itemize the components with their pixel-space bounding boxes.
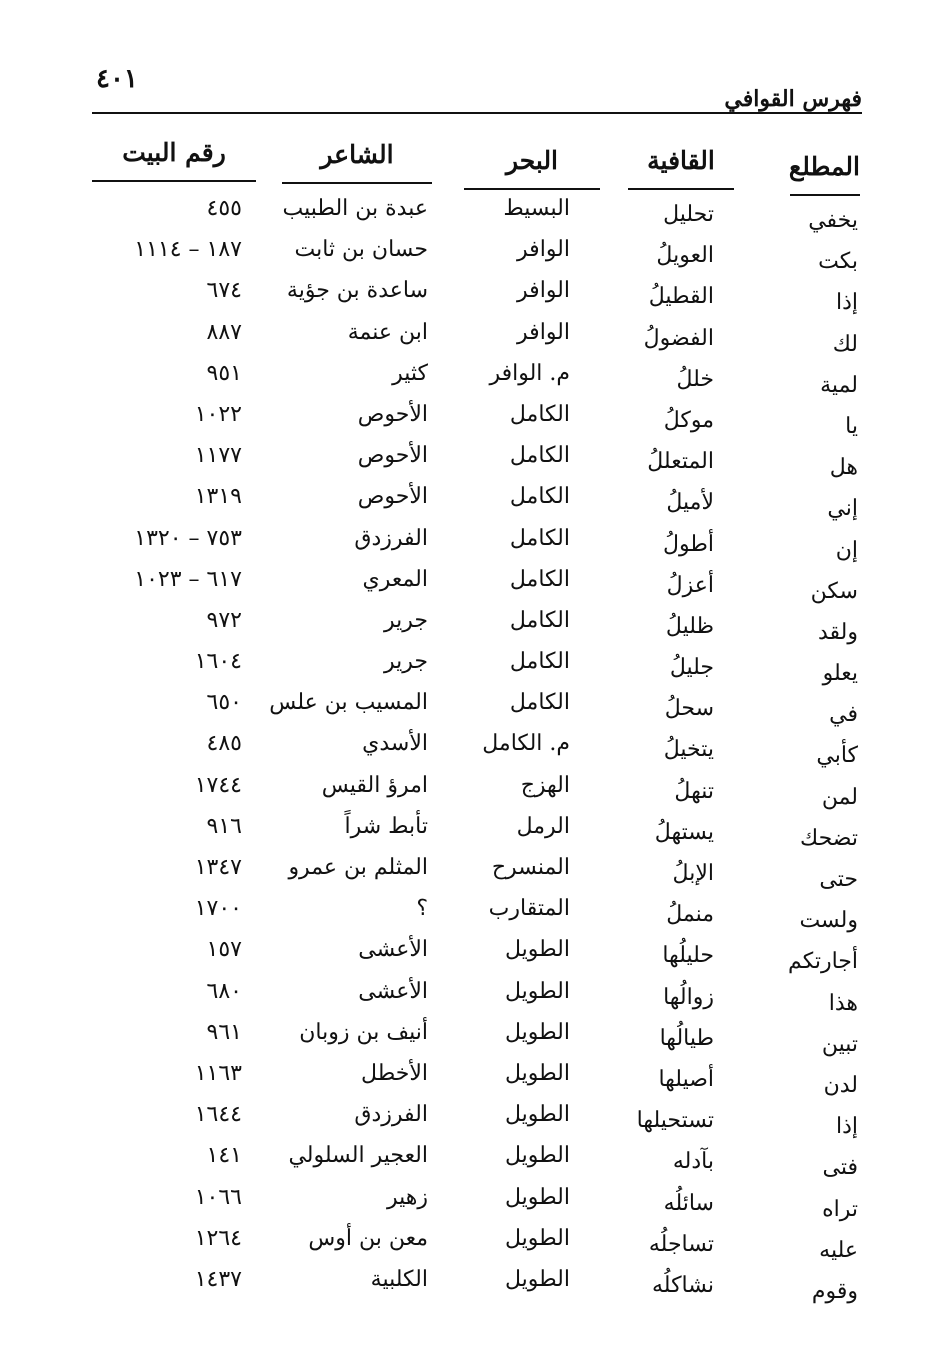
shaer-cell: معن بن أوس [308,1225,428,1251]
matla-cell: لمية [820,372,858,398]
shaer-cell: الأحوص [357,443,428,469]
table-row [0,725,936,769]
matla-cell: في [829,702,858,728]
column-header-bahr: البحر [464,140,600,190]
shaer-cell: الأعشى [358,978,428,1004]
shaer-cell: المسيب بن علس [269,690,428,716]
shaer-cell: الأحوص [357,484,428,510]
shaer-cell: تأبط شراً [344,813,428,839]
shaer-cell: الأخطل [361,1060,428,1086]
verse-number-cell: ٦٧٤ [206,278,242,304]
table-row [0,1014,936,1055]
shaer-cell: ابن عنمة [347,319,428,345]
verse-number-cell: ١٠٦٦ [194,1184,242,1210]
qafia-cell: ظليلُ [665,613,714,639]
qafia-cell: تستحيلها [636,1108,714,1134]
qafia-cell: يستهلُ [654,819,714,845]
matla-cell: يا [845,413,858,439]
table-row [0,973,936,1014]
verse-number-cell: ١٦٠٤ [194,649,242,675]
verse-number-cell: ١٤١ [206,1143,242,1169]
qafia-cell: لأميلُ [666,490,714,516]
bahr-cell: م. الوافر [489,360,570,386]
bahr-cell: الكامل [509,484,570,510]
shaer-cell: جرير [384,649,428,675]
table-row [0,520,936,561]
matla-cell: لمن [821,784,858,810]
table-row [0,437,936,481]
table-row [0,808,936,849]
table-row [0,684,936,728]
qafia-cell: موكلُ [663,407,714,433]
bahr-cell: الوافر [517,278,570,304]
qafia-cell: تنهلُ [674,778,714,804]
matla-cell: أجارتكم [788,949,858,975]
qafia-cell: خللُ [676,366,714,392]
table-row [0,890,936,934]
bahr-cell: الطويل [504,1102,570,1128]
shaer-cell: كثير [392,360,428,386]
column-header-qafia: القافية [628,140,734,190]
shaer-cell: ؟ [416,896,428,922]
qafia-cell: سحلُ [664,696,714,722]
qafia-cell: حليلُها [662,943,714,969]
shaer-cell: الأسدي [362,731,428,757]
column-header-matla: المطلع [790,146,860,196]
table-row [0,602,936,643]
table-row [0,931,936,975]
qafia-cell: أعزلُ [666,572,714,598]
shaer-cell: امرؤ القيس [321,772,428,798]
bahr-cell: الطويل [504,978,570,1004]
verse-number-cell: ٦١٧ – ١٠٢٣ [134,566,242,592]
matla-cell: عليه [819,1237,858,1263]
qafia-cell: أصيلها [658,1066,714,1092]
bahr-cell: المنسرح [491,855,570,880]
table-row [0,231,936,275]
verse-number-cell: ١٤٣٧ [194,1266,242,1292]
qafia-cell: يتخيلُ [663,737,714,763]
qafia-cell: أطولُ [663,531,714,557]
qafia-cell: تساجلُه [648,1231,714,1257]
matla-cell: يعلو [822,661,858,687]
verse-number-cell: ٩٥١ [206,360,242,386]
bahr-cell: الكامل [509,443,570,469]
shaer-cell: الأعشى [358,937,428,963]
matla-cell: يخفي [808,208,858,233]
verse-number-cell: ٦٨٠ [206,978,242,1004]
table-row [0,767,936,808]
shaer-cell: المثلم بن عمرو [288,855,428,880]
table-row [0,849,936,890]
verse-number-cell: ١٢٦٤ [194,1225,242,1251]
verse-number-cell: ٩٧٢ [206,607,242,633]
shaer-cell: ساعدة بن جؤية [286,278,428,304]
verse-number-cell: ١٧٤٤ [194,772,242,798]
verse-number-cell: ١٧٠٠ [194,896,242,922]
table-row [0,396,936,437]
matla-cell: هل [829,455,858,481]
bahr-cell: الكامل [509,401,570,427]
shaer-cell: جرير [384,607,428,633]
shaer-cell: عبدة بن الطبيب [282,196,428,221]
shaer-cell: الكلبية [370,1266,428,1292]
table-row [0,1179,936,1220]
bahr-cell: الطويل [504,1225,570,1251]
verse-number-cell: ١١٧٧ [194,443,242,469]
bahr-cell: الطويل [504,1019,570,1045]
table-row [0,314,936,355]
bahr-cell: الكامل [509,607,570,633]
matla-cell: حتى [819,867,858,892]
qafia-cell: سائلُه [663,1190,714,1216]
matla-cell: كأبي [816,743,858,769]
matla-cell: لدن [823,1072,858,1098]
table-row [0,355,936,396]
table-row [0,478,936,522]
matla-cell: تراه [822,1196,858,1222]
verse-number-cell: ١١٦٣ [194,1060,242,1086]
table-row [0,190,936,231]
table-row [0,1137,936,1181]
bahr-cell: الكامل [509,690,570,716]
running-title: فهرس القوافي [724,86,862,112]
column-header-shaer: الشاعر [282,134,432,184]
verse-number-cell: ٦٥٠ [206,690,242,716]
qafia-cell: القطيلُ [648,284,714,310]
verse-number-cell: ١٣٤٧ [194,855,242,880]
shaer-cell: أنيف بن زوبان [299,1019,428,1045]
shaer-cell: الفرزدق [354,1102,428,1128]
bahr-cell: المتقارب [488,896,570,922]
qafia-cell: الإبلُ [672,861,714,886]
qafia-cell: المتعللُ [647,449,714,475]
verse-number-cell: ١٣١٩ [194,484,242,510]
table-row [0,1261,936,1302]
index-table-body [0,190,936,1302]
matla-cell: وقوم [811,1278,858,1304]
matla-cell: إن [835,537,858,563]
shaer-cell: العجير السلولي [288,1143,428,1169]
table-row [0,1220,936,1261]
verse-number-cell: ١٨٧ – ١١١٤ [134,237,242,263]
matla-cell: فتى [822,1155,858,1181]
bahr-cell: الطويل [504,1143,570,1169]
matla-cell: بكت [818,249,858,275]
matla-cell: تبين [821,1031,858,1057]
matla-cell: إني [827,496,858,522]
bahr-cell: البسيط [503,196,570,221]
qafia-cell: جليلُ [669,655,714,681]
table-row [0,643,936,687]
qafia-cell: الفضولُ [643,325,714,351]
bahr-cell: الطويل [504,937,570,963]
qafia-cell: طيالُها [659,1025,714,1051]
qafia-cell: تحليل [663,202,714,227]
qafia-cell: منملُ [666,902,714,928]
matla-cell: ولقد [817,619,858,645]
shaer-cell: الأحوص [357,401,428,427]
bahr-cell: الهزج [520,772,570,798]
bahr-cell: الكامل [509,566,570,592]
qafia-cell: زوالُها [663,984,714,1010]
matla-cell: إذا [835,290,858,316]
shaer-cell: الفرزدق [354,525,428,551]
bahr-cell: الوافر [517,319,570,345]
verse-number-cell: ١٠٢٢ [194,401,242,427]
matla-cell: تضحك [800,825,858,851]
verse-number-cell: ٤٨٥ [206,731,242,757]
table-row [0,1096,936,1140]
shaer-cell: حسان بن ثابت [294,237,428,263]
verse-number-cell: ٤٥٥ [206,196,242,221]
bahr-cell: الوافر [517,237,570,263]
matla-cell: إذا [835,1114,858,1140]
matla-cell: هذا [828,990,858,1016]
table-row [0,1055,936,1096]
table-row [0,272,936,316]
bahr-cell: الكامل [509,525,570,551]
qafia-cell: العويلُ [656,243,714,269]
qafia-cell: نشاكلُه [651,1272,714,1298]
bahr-cell: الطويل [504,1266,570,1292]
bahr-cell: م. الكامل [482,731,570,757]
shaer-cell: المعري [362,566,428,592]
shaer-cell: زهير [386,1184,428,1210]
verse-number-cell: ٧٥٣ – ١٣٢٠ [134,525,242,551]
bahr-cell: الطويل [504,1184,570,1210]
matla-cell: ولست [799,908,858,934]
table-row [0,561,936,602]
verse-number-cell: ١٥٧ [206,937,242,963]
verse-number-cell: ٩١٦ [206,813,242,839]
page-header [92,60,862,114]
verse-number-cell: ٩٦١ [206,1019,242,1045]
bahr-cell: الكامل [509,649,570,675]
matla-cell: لك [832,331,858,357]
bahr-cell: الطويل [504,1060,570,1086]
bahr-cell: الرمل [516,813,570,839]
page-number: ٤٠١ [96,64,138,94]
column-header-raqm: رقم البيت [92,132,256,182]
qafia-cell: بآدله [672,1149,714,1175]
matla-cell: سكن [810,578,858,604]
verse-number-cell: ١٦٤٤ [194,1102,242,1128]
verse-number-cell: ٨٨٧ [206,319,242,345]
